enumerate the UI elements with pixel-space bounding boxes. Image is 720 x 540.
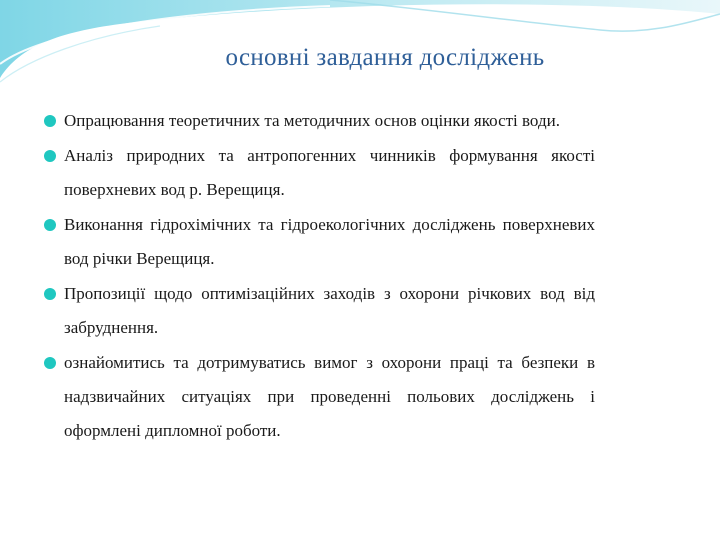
list-item (44, 104, 595, 138)
bullet-icon (44, 115, 56, 127)
bullet-text: Пропозиції щодо оптимізаційних заходів з охорони річкових вод від забруднення. (64, 284, 595, 337)
bullet-icon (44, 357, 56, 369)
bullet-text: Опрацювання теоретичних та методичних основ оцінки якості води. (64, 111, 560, 130)
list-item (44, 139, 595, 207)
list-item (44, 208, 595, 276)
list-item (44, 346, 595, 448)
slide-title: основні завдання досліджень (225, 44, 545, 71)
list-item (44, 277, 595, 345)
bullet-text: Аналіз природних та антропогенних чинників формування якості поверхневих вод р. Верещиця. (64, 146, 595, 199)
bullet-text: ознайомитись та дотримуватись вимог з охорони праці та безпеки в надзвичайних ситуаціях при проведенні польових досліджень і оформлені дипломної роботи. (64, 353, 595, 440)
bullet-list (44, 104, 595, 449)
bullet-icon (44, 219, 56, 231)
bullet-icon (44, 288, 56, 300)
bullet-text: Виконання гідрохімічних та гідроекологічних досліджень поверхневих вод річки Верещиця. (64, 215, 595, 268)
bullet-icon (44, 150, 56, 162)
